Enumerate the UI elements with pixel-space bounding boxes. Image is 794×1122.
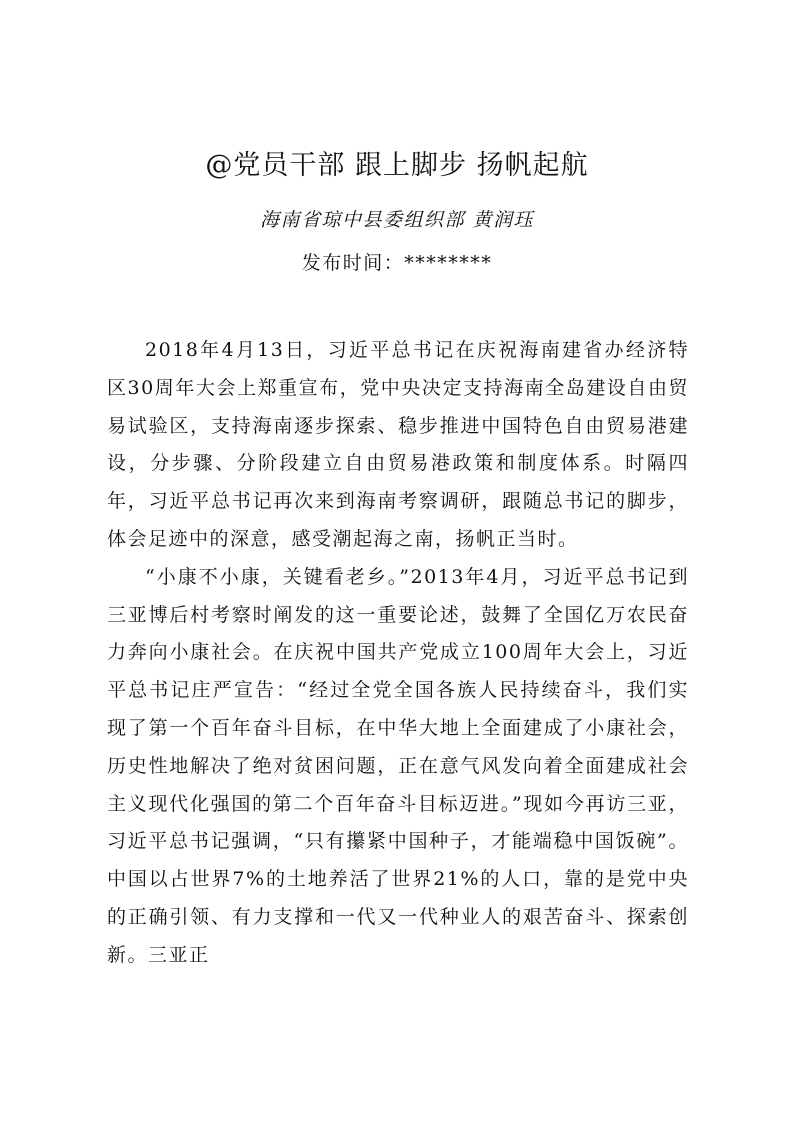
- article-author: 海南省琼中县委组织部 黄润珏: [259, 209, 535, 231]
- article-body: [107, 332, 689, 975]
- publish-time: 发布时间：********: [301, 252, 493, 274]
- article-title: @党员干部 跟上脚步 扬帆起航: [205, 150, 589, 181]
- paragraph: “小康不小康，关键看老乡。”2013年4月，习近平总书记到三亚博后村考察时阐发的这一重要论述，鼓舞了全国亿万农民奋力奔向小康社会。在庆祝中国共产党成立100周年大会上，习近平总书记庄严宣告：“经过全党全国各族人民持续奋斗，我们实现了第一个百年奋斗目标，在中华大地上全面建成了小康社会，历史性地解决了绝对贫困问题，正在意气风发向着全面建成社会主义现代化强国的第二个百年奋斗目标迈进。”现如今再访三亚，习近平总书记强调，“只有攥紧中国种子，才能端稳中国饭碗”。中国以占世界7%的土地养活了世界21%的人口，靠的是党中央的正确引领、有力支撑和一代又一代种业人的艰苦奋斗、探索创新。三亚正: [107, 565, 689, 966]
- paragraph: 2018年4月13日，习近平总书记在庆祝海南建省办经济特区30周年大会上郑重宣布，党中央决定支持海南全岛建设自由贸易试验区，支持海南逐步探索、稳步推进中国特色自由贸易港建设，分步骤、分阶段建立自由贸易港政策和制度体系。时隔四年，习近平总书记再次来到海南考察调研，跟随总书记的脚步，体会足迹中的深意，感受潮起海之南，扬帆正当时。: [107, 339, 689, 550]
